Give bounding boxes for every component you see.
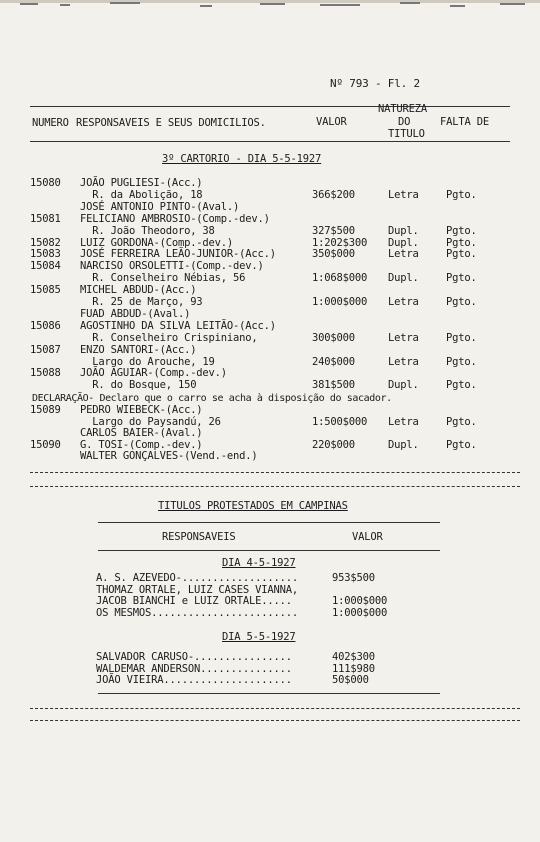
- row-natureza: Dupl.: [388, 438, 419, 451]
- row-number: 15089: [30, 404, 61, 416]
- section2-day2: DIA 5-5-1927: [222, 631, 296, 643]
- row-text: CARLOS BAIER-(Aval.): [80, 427, 203, 439]
- row-falta: Pgto.: [446, 224, 477, 237]
- row-valor: 220$000: [312, 438, 355, 451]
- row-number: 15086: [30, 319, 61, 332]
- row-natureza: Letra: [388, 188, 419, 201]
- header-bottom-rule: [30, 141, 510, 142]
- row-valor: 1:500$000: [312, 415, 368, 428]
- campinas-row-valor: 1:000$000: [332, 595, 388, 607]
- row-natureza: Letra: [388, 296, 419, 308]
- row-number: 15087: [30, 343, 61, 356]
- row-text: LUIZ GORDONA-(Comp.-dev.): [80, 236, 234, 249]
- section2-bottom-rule: [98, 693, 440, 694]
- row-text: PEDRO WIEBECK-(Acc.): [80, 404, 203, 416]
- row-text: G. TOSI-(Comp.-dev.): [80, 438, 203, 451]
- section2-top-rule: [98, 522, 440, 523]
- row-text: ENZO SANTORI-(Acc.): [80, 343, 197, 356]
- row-number: 15088: [30, 367, 61, 380]
- row-number: 15084: [30, 260, 61, 273]
- row-falta: Pgto.: [446, 236, 477, 249]
- row-falta: Pgto.: [446, 355, 477, 368]
- row-number: 15082: [30, 236, 61, 249]
- row-natureza: Letra: [388, 248, 419, 261]
- row-natureza: Dupl.: [388, 224, 419, 237]
- section2-col-valor: VALOR: [352, 531, 383, 543]
- row-falta: Pgto.: [446, 331, 477, 344]
- row-natureza: Letra: [388, 355, 419, 368]
- row-text: Largo do Arouche, 19: [80, 355, 215, 368]
- row-number: 15085: [30, 284, 61, 297]
- header-titulo: TITULO: [388, 128, 425, 140]
- row-falta: Pgto.: [446, 272, 477, 285]
- row-text: FUAD ABDUD-(Aval.): [80, 307, 191, 320]
- row-text: Largo do Paysandú, 26: [80, 415, 221, 428]
- row-text: R. Conselheiro Nébias, 56: [80, 272, 246, 285]
- campinas-row-text: A. S. AZEVEDO-...................: [96, 572, 299, 584]
- header-do: DO: [398, 116, 411, 128]
- row-valor: 300$000: [312, 331, 355, 344]
- header-numero: NUMERO: [32, 117, 69, 129]
- row-valor: 327$500: [312, 224, 355, 237]
- campinas-row-text: OS MESMOS........................: [96, 606, 299, 619]
- header-falta: FALTA DE: [440, 116, 489, 128]
- row-valor: 240$000: [312, 355, 355, 368]
- row-text: JOSÉ FERREIRA LEÃO-JUNIOR-(Acc.): [80, 248, 276, 261]
- row-valor: 381$500: [312, 379, 355, 392]
- campinas-row-text: JOÃO VIEIRA.....................: [96, 674, 292, 686]
- section2-col-responsaveis: RESPONSAVEIS: [162, 531, 236, 543]
- row-natureza: Dupl.: [388, 379, 419, 392]
- row-valor: 366$200: [312, 188, 355, 201]
- campinas-row-text: WALDEMAR ANDERSON...............: [96, 662, 292, 675]
- row-text: FELICIANO AMBROSIO-(Comp.-dev.): [80, 212, 270, 225]
- row-falta: Pgto.: [446, 296, 477, 308]
- row-falta: Pgto.: [446, 379, 477, 392]
- page-reference: Nº 793 - Fl. 2: [330, 77, 420, 90]
- footer-divider-1: [30, 708, 520, 709]
- row-number: 15090: [30, 438, 61, 451]
- row-text: WALTER GONÇALVES-(Vend.-end.): [80, 450, 258, 462]
- row-number: 15081: [30, 212, 61, 225]
- campinas-row-valor: 953$500: [332, 572, 375, 584]
- row-falta: Pgto.: [446, 188, 477, 201]
- row-text: NARCISO ORSOLETTI-(Comp.-dev.): [80, 260, 264, 273]
- header-natureza: NATUREZA: [378, 103, 427, 115]
- row-natureza: Dupl.: [388, 236, 419, 249]
- declaracao-line: DECLARAÇÃO- Declaro que o carro se acha à disposição do sacador.: [32, 393, 392, 404]
- row-falta: Pgto.: [446, 248, 477, 261]
- row-text: R. Conselheiro Crispiniano,: [80, 331, 258, 344]
- section2-title: TITULOS PROTESTADOS EM CAMPINAS: [158, 500, 348, 512]
- campinas-row-text: JACOB BIANCHI e LUIZ ORTALE.....: [96, 595, 292, 607]
- header-valor: VALOR: [316, 116, 347, 128]
- row-number: 15083: [30, 248, 61, 261]
- row-valor: 1:000$000: [312, 296, 368, 308]
- row-number: 15080: [30, 177, 61, 189]
- campinas-row-valor: 50$000: [332, 674, 369, 686]
- row-text: R. do Bosque, 150: [80, 379, 197, 392]
- campinas-row-valor: 111$980: [332, 662, 375, 675]
- footer-divider-2: [30, 720, 520, 721]
- row-natureza: Letra: [388, 331, 419, 344]
- campinas-row-text: SALVADOR CARUSO-................: [96, 651, 292, 663]
- row-natureza: Dupl.: [388, 272, 419, 285]
- section2-header-rule: [98, 550, 440, 551]
- row-text: JOÃO AGUIAR-(Comp.-dev.): [80, 367, 227, 380]
- section2-day1: DIA 4-5-1927: [222, 557, 296, 569]
- header-responsaveis: RESPONSAVEIS E SEUS DOMICILIOS.: [76, 117, 266, 129]
- row-text: R. 25 de Março, 93: [80, 296, 203, 308]
- row-text: JOÃO PUGLIESI-(Acc.): [80, 177, 203, 189]
- row-falta: Pgto.: [446, 415, 477, 428]
- campinas-row-text: THOMAZ ORTALE, LUIZ CASES VIANNA,: [96, 583, 299, 596]
- scan-edge-noise: [0, 0, 540, 10]
- campinas-row-valor: 1:000$000: [332, 606, 388, 619]
- campinas-row-valor: 402$300: [332, 651, 375, 663]
- row-text: R. da Abolição, 18: [80, 188, 203, 201]
- row-valor: 350$000: [312, 248, 355, 261]
- header-top-rule: [30, 106, 510, 107]
- section-divider-1: [30, 472, 520, 473]
- row-text: JOSÉ ANTONIO PINTO-(Aval.): [80, 200, 240, 213]
- row-text: AGOSTINHO DA SILVA LEITÃO-(Acc.): [80, 319, 276, 332]
- row-text: R. João Theodoro, 38: [80, 224, 215, 237]
- row-natureza: Letra: [388, 415, 419, 428]
- row-valor: 1:202$300: [312, 236, 368, 249]
- row-valor: 1:068$000: [312, 272, 368, 285]
- row-text: MICHEL ABDUD-(Acc.): [80, 284, 197, 297]
- section-divider-2: [30, 486, 520, 487]
- row-falta: Pgto.: [446, 438, 477, 451]
- section1-title: 3º CARTORIO - DIA 5-5-1927: [162, 153, 322, 165]
